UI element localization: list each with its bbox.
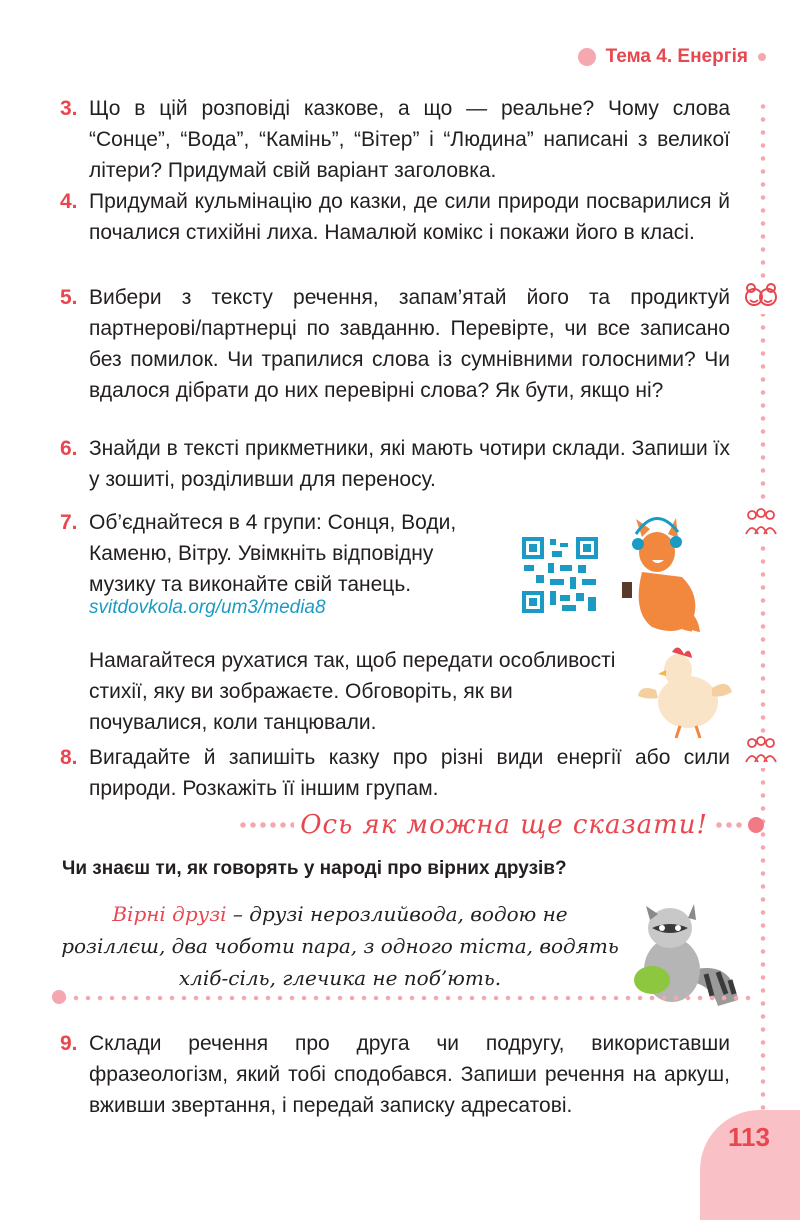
phrase-box-title: Ось як можна ще сказати! — [300, 810, 708, 840]
media-link[interactable]: svitdovkola.org/um3/media8 — [89, 597, 326, 618]
dotted-divider — [58, 994, 758, 1002]
dot-icon — [748, 817, 764, 833]
task-text: Об’єднайтеся в 4 групи: Сонця, Води, Каменю, Вітру. Увімкніть відповідну музику та виконайте свій танець. — [89, 511, 457, 596]
task-text: Що в цій розповіді казкове, а що — реальне? Чому слова “Сонце”, “Вода”, “Камінь”, “Вітер” і “Людина” написані з великої літери? Придумай свій варіант заголовка. — [89, 97, 730, 182]
dotted-line-icon — [714, 821, 742, 829]
task-text: Склади речення про друга чи подругу, використавши фразеологізм, який тобі сподобався. Запиши речення на аркуш, вживши звертання, і передай записку адресатові. — [89, 1032, 730, 1117]
task-3 — [62, 93, 730, 186]
margin-dotted-line — [760, 100, 766, 1120]
topic-header — [578, 42, 766, 72]
task-number: 4. — [60, 190, 78, 213]
proverb-highlight: Вірні друзі — [112, 902, 227, 926]
task-text: Придумай кульмінацію до казки, де сили природи посварилися й почалися стихійні лиха. Намалюй комікс і покажи його в класі. — [89, 190, 730, 244]
task-8 — [62, 742, 730, 804]
task-number: 9. — [60, 1032, 78, 1055]
qr-code-icon[interactable] — [520, 535, 600, 615]
task-number: 6. — [60, 437, 78, 460]
proverb — [60, 898, 620, 994]
task-number: 5. — [60, 286, 78, 309]
hen-illustration — [636, 640, 732, 740]
task-text: Вигадайте й запишіть казку про різні види енергії або сили природи. Розкажіть її іншим групам. — [89, 746, 730, 800]
dancing-fox-illustration — [612, 512, 702, 642]
page-number: 113 — [728, 1122, 770, 1152]
phrase-box-header — [238, 810, 764, 840]
task-7-extra — [62, 645, 622, 738]
task-7 — [62, 507, 494, 600]
group-work-icon — [742, 506, 780, 540]
proverb-text: – друзі нерозлийвода, водою не розіллєш, два чоботи пара, з одного тіста, водять хліб-сіль, глечика не поб’ють. — [61, 902, 619, 990]
dotted-line-icon — [238, 821, 294, 829]
phrase-question: Чи знаєш ти, як говорять у народі про вірних друзів? — [62, 858, 567, 879]
task-5 — [62, 282, 730, 406]
task-extra-text: Намагайтеся рухатися так, щоб передати особливості стихії, яку ви зображаєте. Обговоріть, як ви почувалися, коли танцювали. — [89, 649, 616, 734]
task-text: Вибери з тексту речення, запам’ятай його та продиктуй партнерові/партнерці по завданню. Перевірте, чи все записано без помилок. Чи трапилися слова із сумнівними голосними? Чи вдалося дібрати до них перевірні слова? Як бути, якщо ні? — [89, 286, 730, 402]
task-4 — [62, 186, 730, 248]
task-number: 7. — [60, 511, 78, 534]
header-small-dot-icon — [758, 53, 766, 61]
group-work-icon-2 — [742, 734, 780, 768]
pair-work-icon — [742, 280, 780, 314]
task-6 — [62, 433, 730, 495]
task-number: 3. — [60, 97, 78, 120]
topic-title: Тема 4. Енергія — [605, 46, 748, 67]
header-dot-icon — [578, 48, 596, 66]
task-number: 8. — [60, 746, 78, 769]
task-text: Знайди в тексті прикметники, які мають чотири склади. Запиши їх у зошиті, розділивши для переносу. — [89, 437, 730, 491]
task-9 — [62, 1028, 730, 1121]
